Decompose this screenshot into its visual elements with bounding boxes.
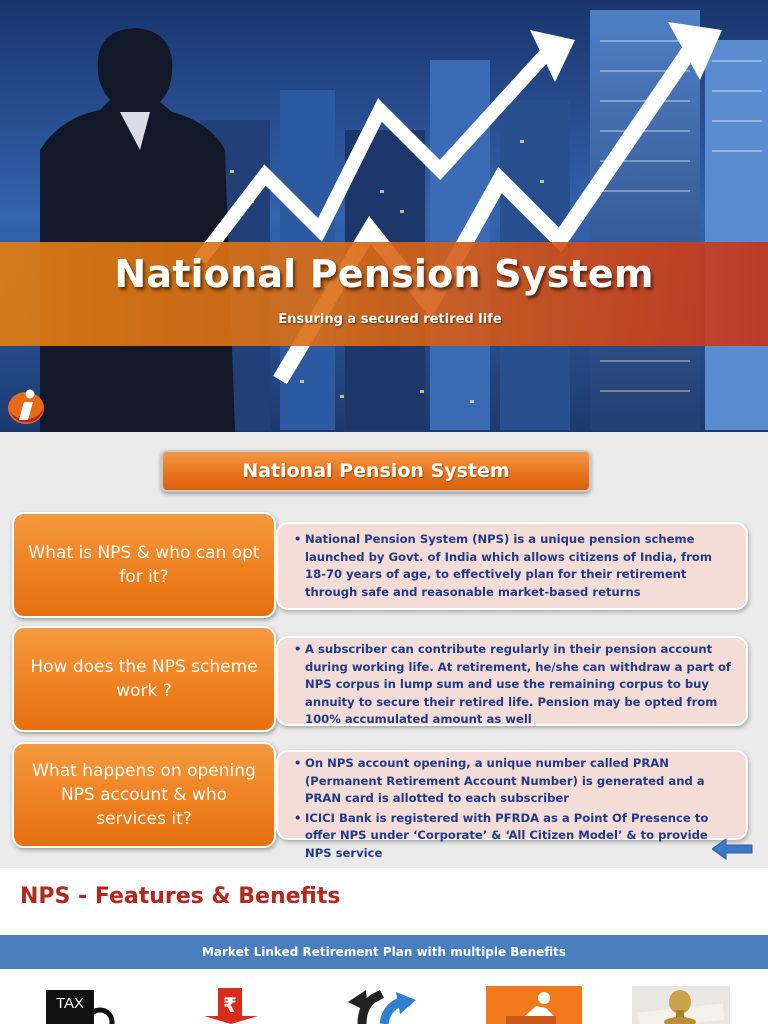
answer-bullet: • A subscriber can contribute regularly in their pension account during working life. At retirement, he/she can withdraw a part of NPS corpus in lump sum and use the remaining corpus to buy annuity to secure their retired life. Pension may be opted from 100% accumulated amount as well bbox=[294, 641, 732, 729]
hero-banner bbox=[0, 0, 768, 432]
question-box-account-opening bbox=[12, 742, 276, 848]
flexible-arrows-icon bbox=[322, 986, 440, 1024]
hero-background-image bbox=[0, 0, 768, 432]
hero-title: National Pension System bbox=[114, 252, 654, 296]
stamp-icon bbox=[632, 986, 730, 1024]
answer-box-how-it-works bbox=[276, 636, 748, 726]
back-arrow-icon[interactable] bbox=[712, 838, 754, 860]
answer-box-account-opening bbox=[276, 750, 748, 860]
features-title: NPS - Features & Benefits bbox=[20, 884, 341, 909]
bank-logo-icon bbox=[6, 382, 46, 428]
safety-tile bbox=[632, 986, 730, 1024]
answer-box-what-is-nps bbox=[276, 522, 748, 610]
runner-icon bbox=[486, 986, 582, 1024]
portability-tile bbox=[486, 986, 582, 1024]
nps-info-section bbox=[0, 432, 768, 868]
tax-benefit-tile bbox=[46, 986, 120, 1024]
question-text: What is NPS & who can opt for it? bbox=[28, 543, 260, 587]
low-cost-tile bbox=[198, 986, 264, 1024]
tax-icon bbox=[46, 986, 120, 1024]
answer-bullet: • On NPS account opening, a unique number called PRAN (Permanent Retirement Account Number) is generated and a PRAN card is allotted to each subscriber bbox=[294, 755, 732, 808]
rupee-symbol: ₹ bbox=[223, 993, 237, 1017]
answer-bullet: • ICICI Bank is registered with PFRDA as a Point Of Presence to offer NPS under ‘Corporate’ & ‘All Citizen Model’ & to provide NPS service bbox=[294, 810, 732, 863]
section-header: National Pension System bbox=[161, 450, 591, 492]
hero-subtitle: Ensuring a secured retired life bbox=[278, 312, 502, 327]
flexibility-tile bbox=[322, 986, 440, 1024]
answer-bullet: • National Pension System (NPS) is a unique pension scheme launched by Govt. of India which allows citizens of India, from 18-70 years of age, to effectively plan for their retirement through safe and reasonable market-based returns bbox=[294, 531, 732, 601]
rupee-down-icon bbox=[198, 986, 264, 1024]
tax-label: TAX bbox=[56, 995, 85, 1012]
question-text: What happens on opening NPS account & who services it? bbox=[32, 761, 256, 829]
question-box-what-is-nps bbox=[12, 512, 276, 618]
features-banner: Market Linked Retirement Plan with multiple Benefits bbox=[0, 935, 768, 969]
question-text: How does the NPS scheme work ? bbox=[30, 657, 258, 701]
question-box-how-it-works bbox=[12, 626, 276, 732]
